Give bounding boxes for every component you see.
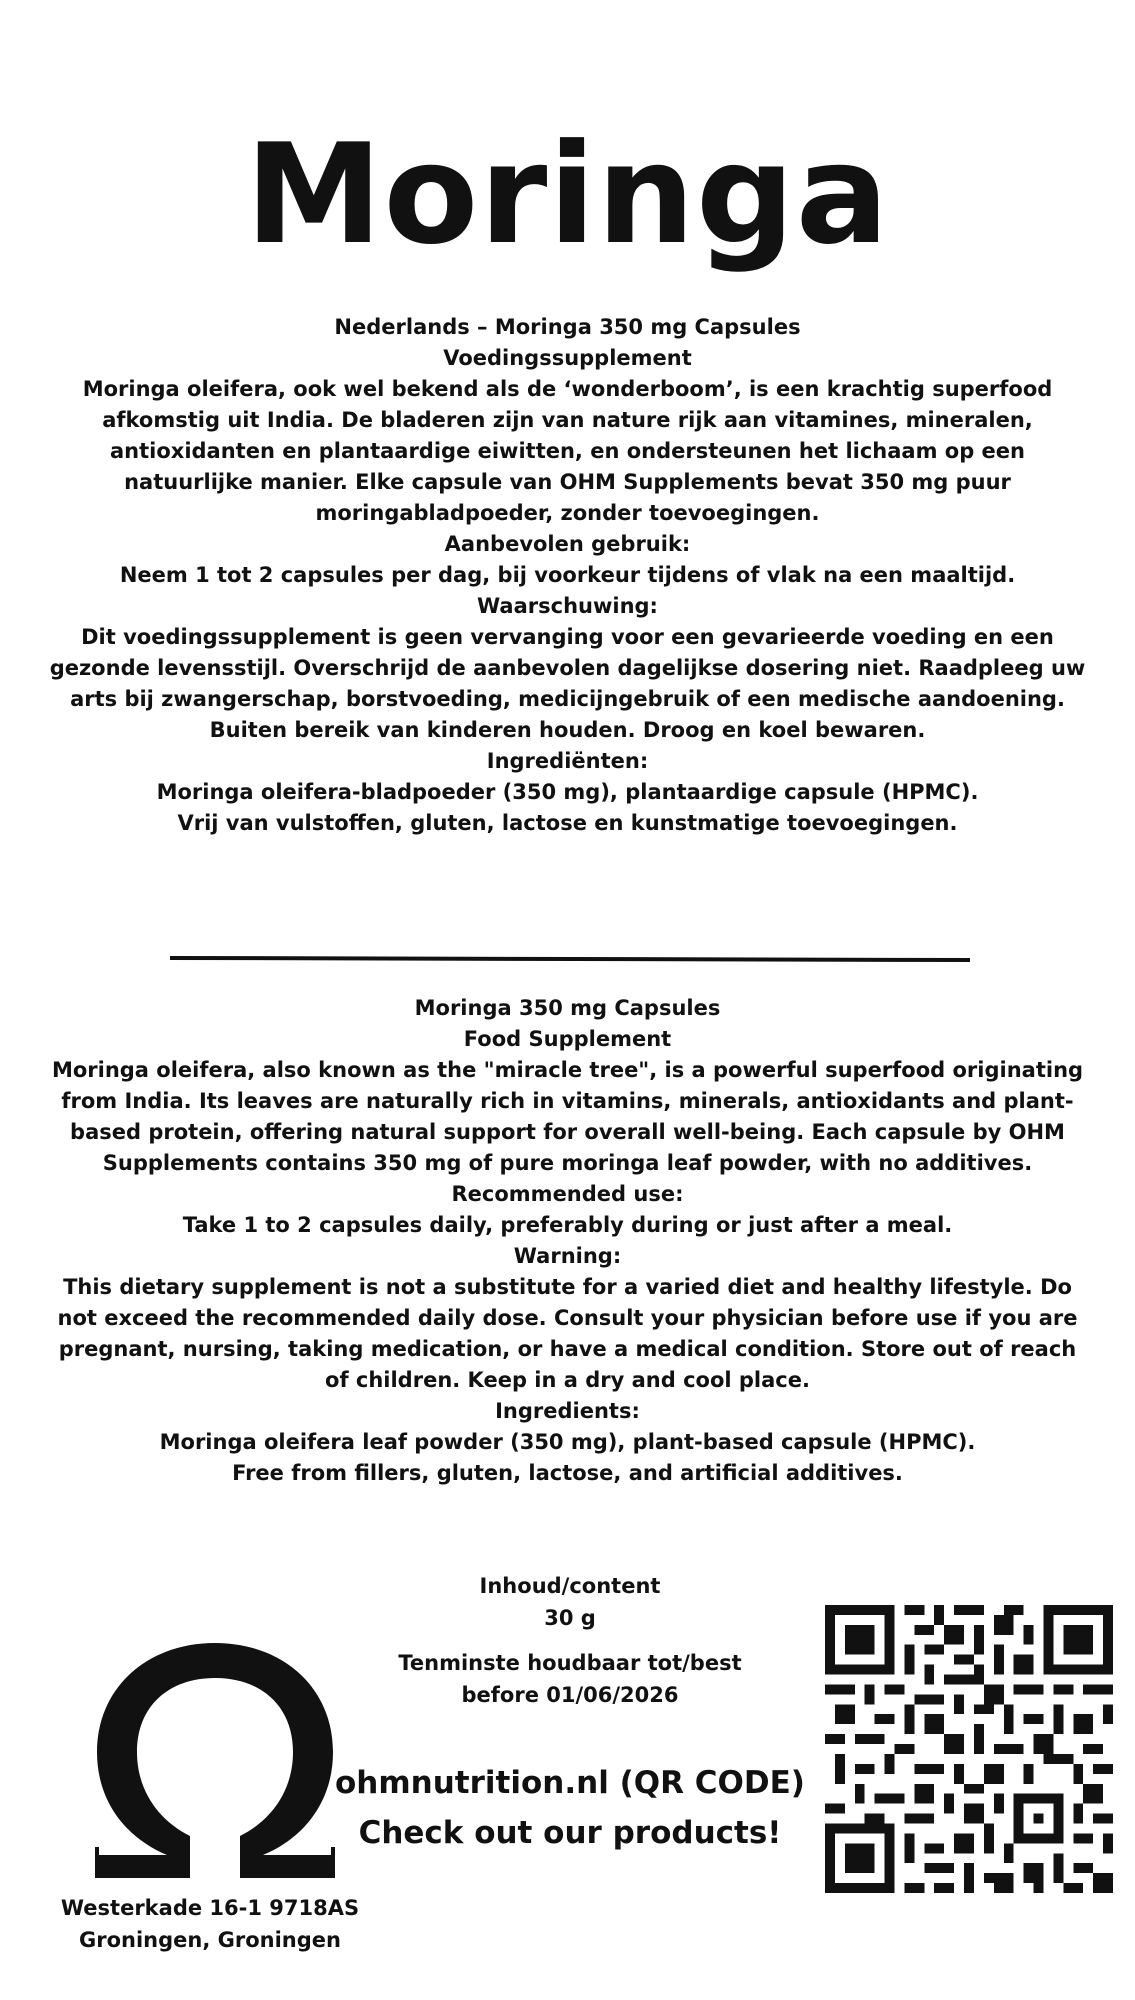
address bbox=[40, 1892, 380, 1956]
english-warning-text: This dietary supplement is not a substitute for a varied diet and healthy lifestyle. Do not exceed the recommended daily dose. Consult your physician before use if you are pregnant, nursing, taking medication, or have a medical condition. Store out of reach of children. Keep in a dry and cool place. bbox=[57, 1275, 1078, 1392]
address-line2: Groningen, Groningen bbox=[79, 1928, 341, 1952]
omega-logo-icon bbox=[95, 1640, 335, 1880]
content-label: Inhoud/content bbox=[479, 1574, 661, 1598]
english-heading: Moringa 350 mg Capsules bbox=[414, 996, 721, 1020]
dutch-subheading: Voedingssupplement bbox=[443, 346, 692, 370]
best-before-line2: before 01/06/2026 bbox=[461, 1683, 679, 1707]
section-divider bbox=[170, 956, 970, 962]
english-ingredients-text: Moringa oleifera leaf powder (350 mg), plant-based capsule (HPMC). bbox=[159, 1430, 976, 1454]
english-ingredients-label: Ingredients: bbox=[495, 1399, 640, 1423]
english-description: Moringa oleifera, also known as the "miracle tree", is a powerful superfood originating from India. Its leaves are naturally rich in vitamins, minerals, antioxidants and plant-based protein, offering natural support for overall well-being. Each capsule by OHM Supplements contains 350 mg of pure moringa leaf powder, with no additives. bbox=[51, 1058, 1084, 1175]
best-before-line1: Tenminste houdbaar tot/best bbox=[398, 1651, 742, 1675]
content-info bbox=[320, 1570, 820, 1634]
english-usage-label: Recommended use: bbox=[451, 1182, 684, 1206]
english-warning-label: Warning: bbox=[513, 1244, 622, 1268]
dutch-ingredients-label: Ingrediënten: bbox=[486, 749, 649, 773]
dutch-ingredients-text: Moringa oleifera-bladpoeder (350 mg), plantaardige capsule (HPMC). bbox=[156, 780, 979, 804]
dutch-heading: Nederlands – Moringa 350 mg Capsules bbox=[334, 315, 801, 339]
product-title: Moringa bbox=[245, 114, 890, 275]
english-subheading: Food Supplement bbox=[463, 1027, 672, 1051]
content-value: 30 g bbox=[544, 1606, 596, 1630]
dutch-warning-text: Dit voedingssupplement is geen vervanging voor een gevarieerde voeding en een gezonde levensstijl. Overschrijd de aanbevolen dagelijkse dosering niet. Raadpleeg uw arts bij zwangerschap, borstvoeding, medicijngebruik of een medische aandoening. Buiten bereik van kinderen houden. Droog en koel bewaren. bbox=[49, 625, 1086, 742]
dutch-free-from: Vrij van vulstoffen, gluten, lactose en kunstmatige toevoegingen. bbox=[177, 811, 958, 835]
english-section bbox=[45, 993, 1090, 1489]
dutch-usage-label: Aanbevolen gebruik: bbox=[444, 532, 691, 556]
dutch-section bbox=[45, 312, 1090, 839]
dutch-description: Moringa oleifera, ook wel bekend als de ‘wonderboom’, is een krachtig superfood afkomstig uit India. De bladeren zijn van nature rijk aan vitamines, mineralen, antioxidanten en plantaardige eiwitten, en ondersteunen het lichaam op een natuurlijke manier. Elke capsule van OHM Supplements bevat 350 mg puur moringabladpoeder, zonder toevoegingen. bbox=[82, 377, 1053, 525]
call-to-action bbox=[320, 1758, 820, 1858]
cta-tagline: Check out our products! bbox=[358, 1815, 782, 1851]
website-link[interactable]: ohmnutrition.nl (QR CODE) bbox=[335, 1765, 805, 1801]
english-usage-text: Take 1 to 2 capsules daily, preferably during or just after a meal. bbox=[182, 1213, 953, 1237]
qr-code-icon[interactable] bbox=[825, 1605, 1113, 1893]
best-before-info bbox=[320, 1647, 820, 1711]
address-line1: Westerkade 16-1 9718AS bbox=[60, 1896, 360, 1920]
english-free-from: Free from fillers, gluten, lactose, and artificial additives. bbox=[232, 1461, 903, 1485]
dutch-warning-label: Waarschuwing: bbox=[477, 594, 658, 618]
dutch-usage-text: Neem 1 tot 2 capsules per dag, bij voorkeur tijdens of vlak na een maaltijd. bbox=[119, 563, 1016, 587]
